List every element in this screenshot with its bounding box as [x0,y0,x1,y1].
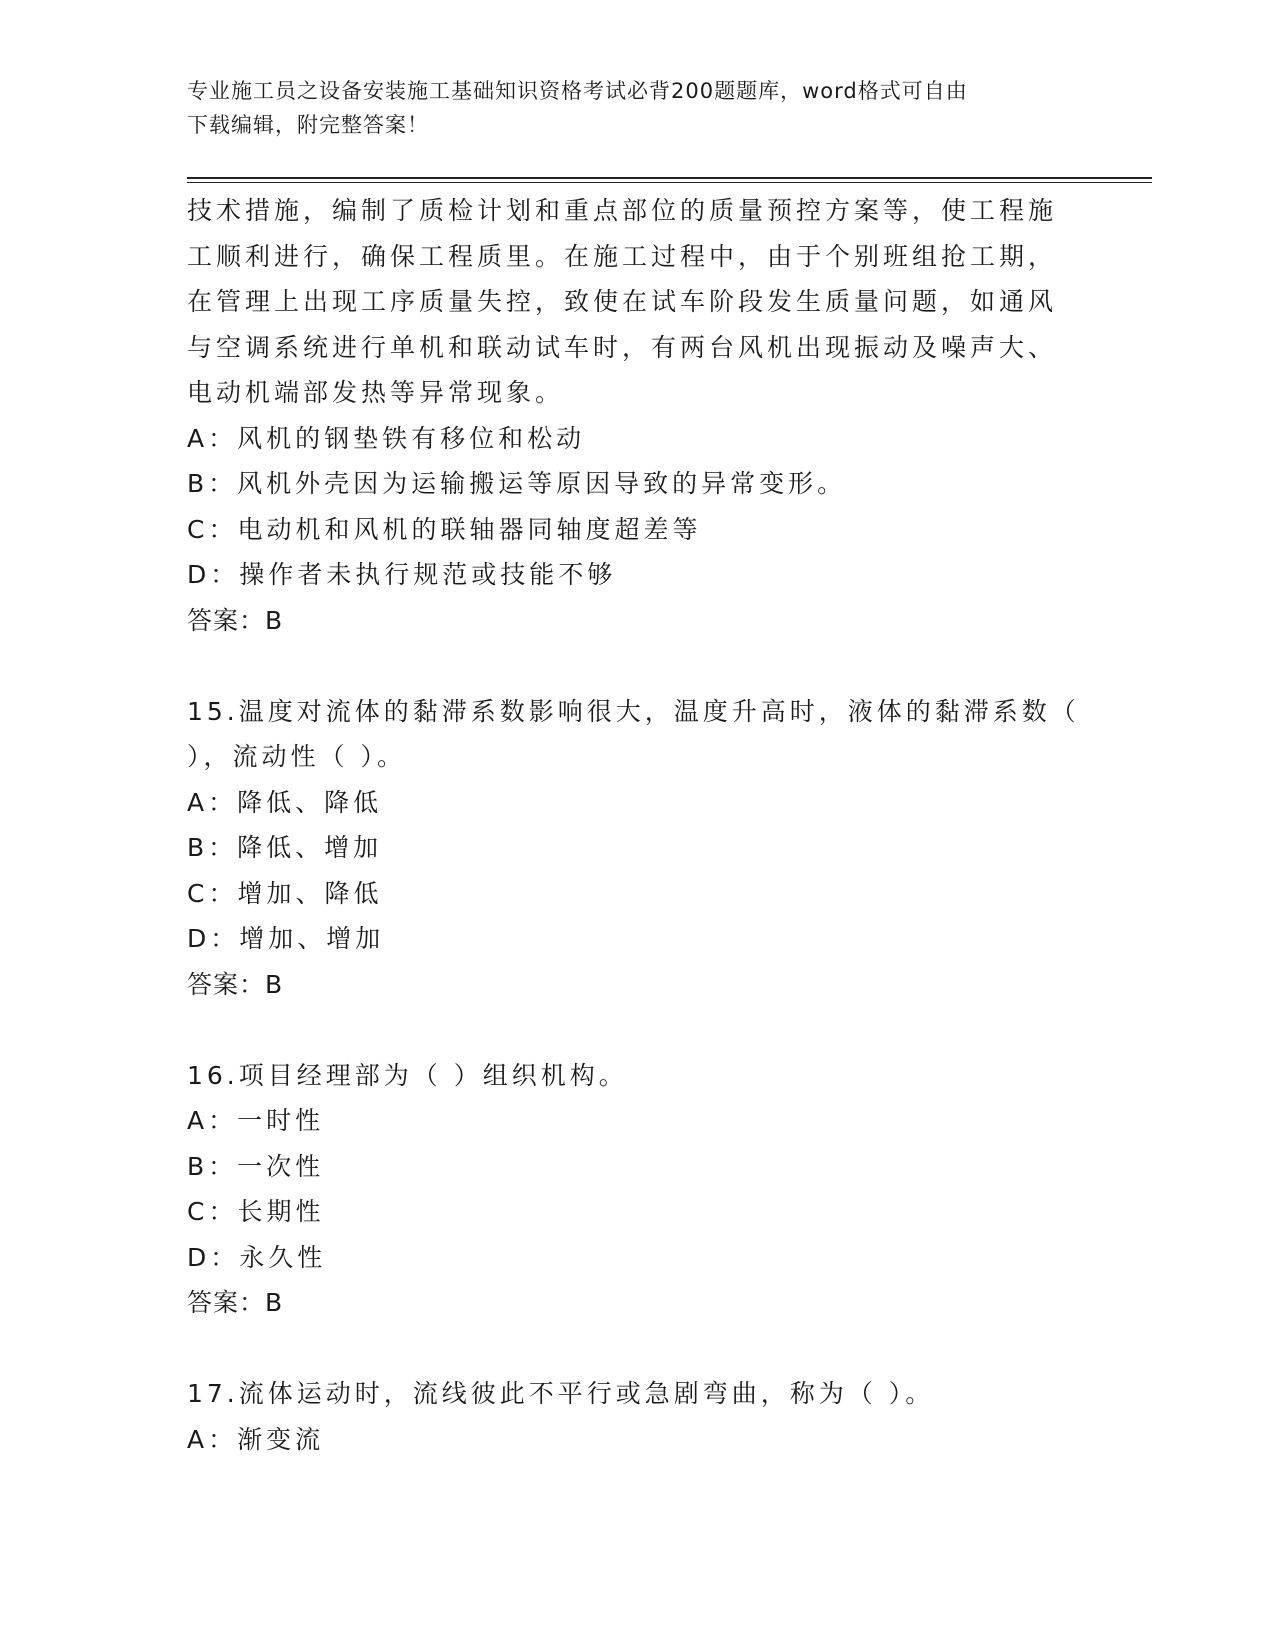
spacer [187,1007,1067,1053]
option-a: A：渐变流 [187,1424,325,1454]
question-stem-line: 17.流体运动时，流线彼此不平行或急剧弯曲，称为（ ）。 [187,1379,935,1408]
option-a: A：风机的钢垫铁有移位和松动 [187,423,586,453]
question-text-line: 电动机端部发热等异常现象。 [187,378,565,407]
answer: 答案：B [187,1288,284,1317]
option-b: B：风机外壳因为运输搬运等原因导致的异常变形。 [187,469,847,498]
option-a: A：一时性 [187,1106,325,1135]
option-c: C：长期性 [187,1197,325,1226]
option-c: C：增加、降低 [187,878,383,908]
option-d: D：增加、增加 [187,924,385,953]
header-line-1: 专业施工员之设备安装施工基础知识资格考试必背200题题库，word格式可自由 [187,79,968,103]
header-rule-thick [187,177,1152,179]
question-content [187,188,1080,1462]
option-d: D：操作者未执行规范或技能不够 [187,560,617,589]
option-b: B：一次性 [187,1151,325,1181]
question-stem-line: 16.项目经理部为（ ）组织机构。 [187,1060,628,1090]
option-b: B：降低、增加 [187,833,383,862]
question-text-line: 与空调系统进行单机和联动试车时，有两台风机出现振动及噪声大、 [187,332,1058,362]
option-a: A：降低、降低 [187,787,383,817]
spacer [187,1326,1067,1372]
document-header [187,74,1087,142]
option-c: C：电动机和风机的联轴器同轴度超差等 [187,514,702,544]
question-15 [187,689,1080,1008]
question-stem-line: ），流动性（ ）。 [187,742,406,771]
header-line-2: 下载编辑，附完整答案！ [187,113,429,137]
answer: 答案：B [187,605,284,635]
question-text-line: 工顺利进行，确保工程质里。在施工过程中，由于个别班组抢工期， [187,241,1058,271]
option-d: D：永久性 [187,1242,327,1272]
question-stem-line: 15.温度对流体的黏滞系数影响很大，温度升高时，液体的黏滞系数（ [187,696,1080,726]
header-rule-thin [187,182,1152,183]
question-17 [187,1371,1067,1462]
question-14 [187,188,1067,643]
question-16 [187,1053,1067,1326]
answer: 答案：B [187,969,284,999]
question-text-line: 技术措施，编制了质检计划和重点部位的质量预控方案等，使工程施 [187,196,1058,225]
spacer [187,643,1067,689]
question-text-line: 在管理上出现工序质量失控，致使在试车阶段发生质量问题，如通风 [187,287,1058,316]
